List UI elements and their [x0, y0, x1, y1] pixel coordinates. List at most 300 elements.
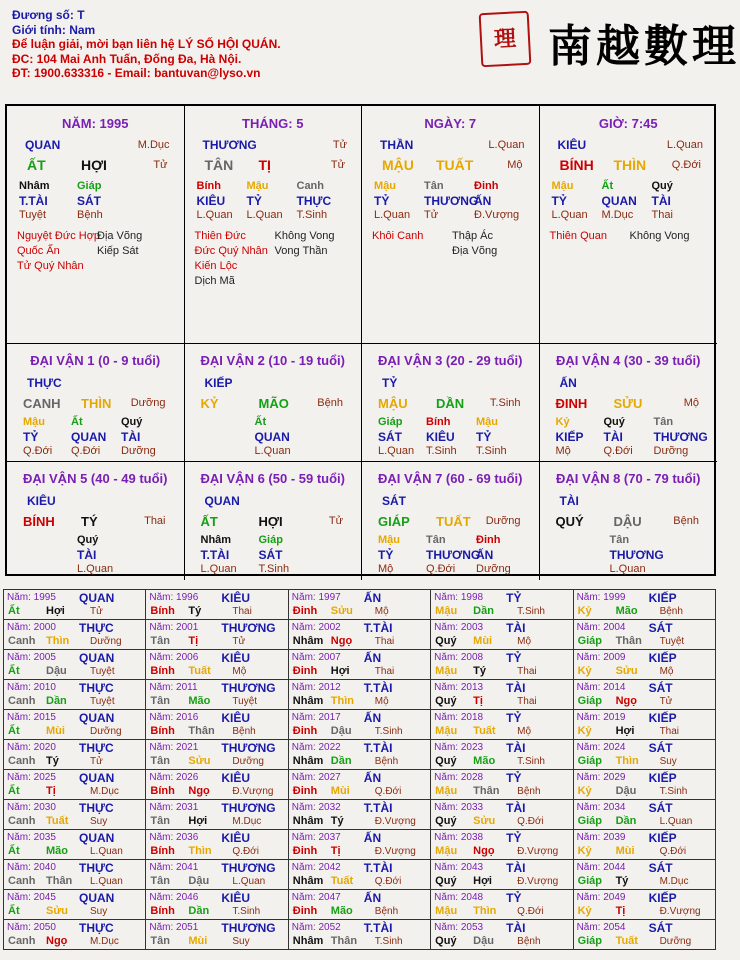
- stage-label: Q.Đới: [517, 906, 544, 917]
- branch-stage: Q.Đới: [671, 159, 701, 171]
- ten-god-label: TỶ: [506, 651, 522, 665]
- heavenly-stem: Tân: [150, 755, 170, 767]
- year-label: Năm: 2042: [291, 862, 341, 873]
- hidden-stage: L.Quan: [551, 209, 588, 221]
- hidden-stem: Mậu: [23, 416, 45, 428]
- year-cell-content: [431, 800, 572, 829]
- earthly-branch: Tuất: [330, 875, 354, 887]
- year-label: Năm: 2040: [7, 862, 56, 873]
- year-cell: [4, 740, 146, 770]
- ten-god-label: THỰC: [79, 921, 114, 935]
- year-cell-content: [574, 920, 715, 949]
- ten-god-label: ẤN: [363, 891, 382, 905]
- year-cell-content: [4, 770, 145, 799]
- hidden-stem: Ất: [254, 416, 267, 428]
- year-cell: [4, 830, 146, 860]
- shen-sha-star: Kiến Lộc: [194, 260, 238, 272]
- branch-stage: Tử: [330, 159, 345, 171]
- year-cell-content: [4, 740, 145, 769]
- ten-god-label: KIẾP: [648, 891, 677, 905]
- hidden-stage: Tử: [424, 209, 439, 221]
- heavenly-stem: Bính: [150, 605, 175, 617]
- year-cell-content: [4, 710, 145, 739]
- earthly-branch: TUẤT: [436, 514, 471, 529]
- ten-god-label: THƯƠNG: [221, 621, 276, 635]
- ten-god-label: KIÊU: [221, 891, 251, 905]
- year-label: Năm: 2041: [149, 862, 199, 873]
- heavenly-stem: ẤT: [200, 514, 218, 529]
- stage-label: Đ.Vượng: [659, 906, 701, 917]
- luck-pillar-cell: [540, 344, 718, 462]
- stage-label: Đ.Vượng: [374, 816, 416, 827]
- ten-god-label: ẤN: [363, 651, 382, 665]
- year-cell-content: [4, 860, 145, 889]
- heavenly-stem: Ất: [8, 665, 20, 677]
- luck-pillar-title: ĐẠI VẬN 4 (30 - 39 tuổi): [556, 353, 701, 368]
- hidden-ten-god: TỶ: [476, 430, 492, 444]
- year-cell-content: [4, 590, 145, 619]
- ten-god-label: TỶ: [506, 831, 522, 845]
- stage-label: Dưỡng: [90, 726, 122, 737]
- hidden-stage: L.Quan: [374, 209, 411, 221]
- year-label: Năm: 2003: [434, 622, 484, 633]
- heavenly-stem: KỶ: [200, 396, 219, 411]
- hidden-stage: T.Sinh: [426, 445, 457, 457]
- heavenly-stem: Quý: [435, 635, 457, 647]
- year-cell-content: [431, 890, 572, 919]
- heavenly-stem: BÍNH: [23, 514, 55, 529]
- ten-god-label: TÀI: [559, 494, 579, 508]
- year-cell: [146, 800, 288, 830]
- heavenly-stem: Ất: [8, 785, 20, 797]
- branch-stage: Mộ: [507, 159, 523, 171]
- stage-label: Bệnh: [374, 906, 399, 917]
- earthly-branch: Tý: [330, 815, 344, 827]
- hidden-stem: Bính: [426, 416, 451, 428]
- stage-label: Đ.Vượng: [374, 846, 416, 857]
- year-cell-content: [431, 710, 572, 739]
- ten-god-label: ẤN: [363, 591, 382, 605]
- year-cell: [146, 770, 288, 800]
- earthly-branch: DẦN: [436, 396, 465, 411]
- earthly-branch: Tuất: [473, 725, 496, 737]
- earthly-branch: Mùi: [473, 635, 493, 647]
- annual-luck-table: [3, 589, 716, 950]
- stage-label: Suy: [659, 756, 677, 767]
- hidden-stage: T.Sinh: [296, 209, 328, 221]
- earthly-branch: Mùi: [46, 725, 65, 737]
- ten-god-label: THẦN: [380, 138, 414, 152]
- year-cell: [4, 650, 146, 680]
- year-cell: [288, 860, 430, 890]
- hidden-ten-god: TÀI: [121, 430, 141, 444]
- earthly-branch: Tý: [46, 755, 59, 767]
- ten-god-label: KIẾP: [648, 651, 677, 665]
- year-cell: [288, 800, 430, 830]
- shen-sha-star: Kiếp Sát: [97, 245, 139, 257]
- year-label: Năm: 1996: [149, 592, 199, 603]
- year-cell: [573, 800, 715, 830]
- hidden-stem: Giáp: [258, 534, 283, 546]
- ten-god-label: QUAN: [79, 651, 115, 665]
- year-cell: [431, 890, 573, 920]
- heavenly-stem: MẬU: [382, 157, 414, 173]
- earthly-branch: Mùi: [188, 935, 208, 947]
- year-label: Năm: 2046: [149, 892, 199, 903]
- year-label: Năm: 2021: [149, 742, 199, 753]
- pillar-cell: [185, 106, 363, 344]
- earthly-branch: Tị: [188, 635, 199, 647]
- hidden-stage: Bệnh: [77, 209, 103, 221]
- heavenly-stem: Quý: [435, 935, 457, 947]
- year-label: Năm: 2014: [576, 682, 626, 693]
- heavenly-stem: Quý: [435, 755, 457, 767]
- ten-god-label: ẤN: [559, 376, 577, 390]
- branch-stage: Bệnh: [673, 515, 699, 527]
- earthly-branch: Ngọ: [330, 635, 353, 647]
- year-cell-content: [289, 650, 430, 679]
- ten-god-label: ẤN: [363, 711, 382, 725]
- heavenly-stem: Giáp: [577, 935, 603, 947]
- heavenly-stem: GIÁP: [378, 514, 410, 529]
- chart-header: [12, 8, 281, 81]
- stage-label: Q.Đới: [374, 786, 402, 797]
- year-label: Năm: 1997: [291, 592, 341, 603]
- hidden-ten-god: QUAN: [601, 194, 637, 208]
- year-cell: [288, 620, 430, 650]
- hidden-stage: L.Quan: [77, 563, 114, 575]
- year-cell: [573, 770, 715, 800]
- year-label: Năm: 1998: [434, 592, 484, 603]
- hidden-ten-god: TÀI: [603, 430, 623, 444]
- year-cell: [431, 650, 573, 680]
- year-cell-content: [289, 890, 430, 919]
- hidden-ten-god: T.TÀI: [200, 548, 230, 562]
- year-cell-content: [4, 890, 145, 919]
- heavenly-stem: Mậu: [435, 785, 458, 797]
- ten-god-label: KIÊU: [221, 831, 251, 845]
- hidden-ten-god: SÁT: [77, 194, 101, 208]
- year-cell-content: [4, 680, 145, 709]
- earthly-branch: Dậu: [188, 875, 210, 887]
- year-cell-content: [146, 890, 287, 919]
- hidden-ten-god: TỶ: [246, 194, 262, 208]
- ten-god-label: THỰC: [79, 741, 114, 755]
- heavenly-stem: Tân: [150, 635, 170, 647]
- year-label: Năm: 1995: [7, 592, 56, 603]
- stage-label: T.Sinh: [374, 726, 403, 737]
- year-label: Năm: 2052: [291, 922, 341, 933]
- year-label: Năm: 2025: [7, 772, 56, 783]
- year-cell: [288, 920, 430, 950]
- earthly-branch: Mùi: [330, 785, 350, 797]
- earthly-branch: Mão: [615, 605, 638, 617]
- year-cell: [4, 890, 146, 920]
- hidden-stem: Nhâm: [200, 534, 232, 546]
- table-row: [4, 800, 716, 830]
- hidden-ten-god: KIẾP: [555, 430, 584, 444]
- earthly-branch: Tuất: [615, 935, 638, 947]
- heavenly-stem: Nhâm: [292, 875, 324, 887]
- header-line: Giới tính: Nam: [12, 22, 96, 37]
- ten-god-label: T.TÀI: [363, 741, 393, 755]
- hidden-stage: L.Quan: [254, 445, 291, 457]
- ten-god-label: KIẾP: [648, 711, 677, 725]
- year-label: Năm: 2018: [434, 712, 484, 723]
- hidden-stem: Đinh: [476, 534, 501, 546]
- heavenly-stem: MẬU: [378, 396, 408, 411]
- stage-label: T.Sinh: [374, 936, 403, 947]
- ten-god-label: TÀI: [506, 681, 526, 695]
- earthly-branch: Mão: [46, 845, 68, 857]
- year-label: Năm: 2013: [434, 682, 484, 693]
- ten-god-label: THỰC: [79, 801, 114, 815]
- hidden-ten-god: ẤN: [474, 194, 492, 208]
- year-cell: [146, 620, 288, 650]
- hidden-stem: Mậu: [476, 416, 498, 428]
- stage-label: Suy: [232, 936, 250, 947]
- stage-label: Thai: [517, 666, 537, 677]
- year-cell: [146, 710, 288, 740]
- year-label: Năm: 2027: [291, 772, 341, 783]
- hidden-ten-god: KIÊU: [196, 194, 226, 208]
- year-cell-content: [146, 650, 287, 679]
- ten-god-label: THƯƠNG: [202, 138, 257, 152]
- ten-god-label: ẤN: [363, 771, 382, 785]
- heavenly-stem: Ất: [8, 905, 20, 917]
- hidden-stage: Q.Đới: [603, 445, 633, 457]
- pillar-cell: [7, 106, 185, 344]
- year-cell: [431, 740, 573, 770]
- heavenly-stem: Nhâm: [292, 635, 324, 647]
- earthly-branch: Thân: [615, 635, 642, 647]
- hidden-stage: M.Dục: [601, 209, 634, 221]
- earthly-branch: Tý: [615, 875, 629, 887]
- luck-pillar-cell: [185, 344, 363, 462]
- year-cell: [4, 800, 146, 830]
- hidden-ten-god: TÀI: [651, 194, 671, 208]
- table-row: [4, 860, 716, 890]
- earthly-branch: Thìn: [473, 905, 497, 917]
- shen-sha-star: Thập Ác: [452, 230, 493, 242]
- hidden-stem: Mậu: [246, 180, 269, 192]
- year-label: Năm: 2012: [291, 682, 341, 693]
- stage-label: Bệnh: [374, 756, 399, 767]
- earthly-branch: Dần: [330, 755, 352, 767]
- heavenly-stem: Kỷ: [577, 905, 592, 917]
- earthly-branch: Dậu: [46, 665, 67, 677]
- ten-god-label: KIÊU: [221, 771, 251, 785]
- ten-god-label: ẤN: [363, 831, 382, 845]
- year-cell: [431, 860, 573, 890]
- stage-label: Mộ: [659, 666, 674, 677]
- hidden-ten-god: THƯƠNG: [609, 548, 664, 562]
- stage-label: Suy: [90, 816, 108, 827]
- ten-god-label: QUAN: [79, 891, 115, 905]
- year-cell: [431, 800, 573, 830]
- shen-sha-star: Đức Quý Nhân: [194, 245, 268, 257]
- ten-god-label: TỶ: [382, 376, 398, 390]
- stage-label: Đ.Vượng: [232, 786, 274, 797]
- year-cell: [431, 590, 573, 620]
- year-cell: [573, 710, 715, 740]
- hidden-stem: Canh: [296, 180, 324, 192]
- heavenly-stem: Giáp: [577, 875, 603, 887]
- heavenly-stem: Kỷ: [577, 665, 592, 677]
- earthly-branch: HỢI: [258, 514, 283, 529]
- heavenly-stem: Đinh: [292, 725, 318, 737]
- hidden-stage: Q.Đới: [71, 445, 101, 457]
- year-label: Năm: 2006: [149, 652, 199, 663]
- year-cell: [573, 890, 715, 920]
- stage-label: Bệnh: [517, 786, 541, 797]
- ten-god-label: SÁT: [382, 494, 406, 508]
- stage-label: Tử: [332, 139, 347, 151]
- year-label: Năm: 2005: [7, 652, 56, 663]
- year-cell: [573, 590, 715, 620]
- earthly-branch: Hợi: [46, 605, 65, 617]
- hidden-stage: Đ.Vượng: [474, 209, 520, 221]
- year-cell-content: [146, 710, 287, 739]
- stage-label: Dưỡng: [90, 636, 122, 647]
- shen-sha-star: Địa Võng: [452, 245, 498, 257]
- heavenly-stem: CANH: [23, 396, 61, 411]
- year-cell: [146, 830, 288, 860]
- luck-pillar-title: ĐẠI VẬN 7 (60 - 69 tuổi): [378, 471, 523, 486]
- year-cell: [288, 650, 430, 680]
- stage-label: Mộ: [232, 666, 247, 677]
- heavenly-stem: Mậu: [435, 605, 458, 617]
- year-label: Năm: 2020: [7, 742, 56, 753]
- heavenly-stem: Tân: [150, 935, 170, 947]
- ten-god-label: THƯƠNG: [221, 681, 276, 695]
- heavenly-stem: Mậu: [435, 905, 458, 917]
- year-cell-content: [574, 770, 715, 799]
- year-cell: [288, 890, 430, 920]
- stage-label: Thai: [232, 606, 252, 617]
- year-cell-content: [574, 590, 715, 619]
- stage-label: Tuyệt: [90, 666, 115, 677]
- stage-label: Tử: [659, 696, 673, 707]
- year-cell: [288, 590, 430, 620]
- ten-god-label: THỰC: [79, 621, 114, 635]
- earthly-branch: Thân: [188, 725, 215, 737]
- shen-sha-star: Thiên Đức: [194, 230, 246, 242]
- hidden-ten-god: THƯƠNG: [424, 194, 479, 208]
- earthly-branch: Hợi: [188, 815, 208, 827]
- heavenly-stem: Giáp: [577, 755, 603, 767]
- hidden-stem: Nhâm: [19, 180, 50, 192]
- hidden-stem: Ất: [601, 180, 614, 192]
- hidden-stem: Mậu: [551, 180, 574, 192]
- year-label: Năm: 2000: [7, 622, 56, 633]
- ten-god-label: QUAN: [79, 591, 115, 605]
- earthly-branch: DẬU: [613, 514, 642, 529]
- hidden-ten-god: QUAN: [254, 430, 290, 444]
- branch-stage: Tử: [328, 515, 343, 527]
- shen-sha-star: Quốc Ấn: [17, 245, 60, 257]
- hidden-ten-god: ẤN: [476, 548, 494, 562]
- luck-pillar-cell: [540, 462, 718, 580]
- year-cell-content: [431, 590, 572, 619]
- year-cell: [431, 620, 573, 650]
- year-label: Năm: 2009: [576, 652, 626, 663]
- heavenly-stem: Bính: [150, 785, 175, 797]
- branch-stage: Tử: [153, 159, 168, 171]
- ten-god-label: THƯƠNG: [221, 741, 276, 755]
- heavenly-stem: ẤT: [27, 157, 46, 173]
- stage-label: Mộ: [517, 636, 532, 647]
- year-label: Năm: 2050: [7, 922, 56, 933]
- ten-god-label: SÁT: [648, 801, 673, 815]
- year-cell: [431, 830, 573, 860]
- earthly-branch: Tị: [473, 695, 483, 707]
- ten-god-label: TỶ: [506, 891, 522, 905]
- year-cell: [4, 590, 146, 620]
- hidden-stem: Tân: [426, 534, 446, 546]
- hidden-stage: Dưỡng: [121, 445, 156, 457]
- year-cell-content: [146, 770, 287, 799]
- heavenly-stem: Mậu: [435, 725, 458, 737]
- bazi-chart-grid: [5, 104, 716, 576]
- earthly-branch: Mão: [330, 905, 353, 917]
- heavenly-stem: Ất: [8, 725, 20, 737]
- stage-label: Đ.Vượng: [517, 876, 559, 887]
- year-label: Năm: 2029: [576, 772, 626, 783]
- hidden-stage: Tuyệt: [19, 209, 47, 221]
- year-cell-content: [4, 800, 145, 829]
- hidden-stem: Quý: [651, 180, 673, 192]
- stage-label: Suy: [90, 906, 108, 917]
- stage-label: Tuyệt: [90, 696, 115, 707]
- year-cell: [431, 770, 573, 800]
- hidden-stage: Mộ: [378, 563, 394, 575]
- heavenly-stem: Canh: [8, 755, 36, 767]
- year-label: Năm: 2045: [7, 892, 56, 903]
- hidden-ten-god: QUAN: [71, 430, 107, 444]
- heavenly-stem: Mậu: [435, 665, 458, 677]
- ten-god-label: SÁT: [648, 921, 673, 935]
- stage-label: M.Dục: [659, 876, 689, 887]
- year-cell-content: [146, 800, 287, 829]
- ten-god-label: KIÊU: [221, 651, 251, 665]
- year-cell-content: [4, 830, 145, 859]
- stage-label: Tử: [90, 756, 103, 767]
- year-label: Năm: 2023: [434, 742, 484, 753]
- hidden-ten-god: TỶ: [378, 548, 394, 562]
- stage-label: Thai: [659, 726, 680, 737]
- earthly-branch: Hợi: [615, 725, 635, 737]
- year-label: Năm: 2022: [291, 742, 341, 753]
- hidden-stem: Quý: [77, 534, 99, 546]
- heavenly-stem: Bính: [150, 845, 175, 857]
- earthly-branch: Sửu: [188, 755, 211, 767]
- year-cell-content: [4, 920, 145, 949]
- hidden-ten-god: TỶ: [551, 194, 567, 208]
- year-label: Năm: 2010: [7, 682, 56, 693]
- luck-pillar-cell: [7, 462, 185, 580]
- branch-stage: Thai: [144, 515, 166, 527]
- stage-label: M.Dục: [137, 139, 170, 151]
- earthly-branch: Mão: [188, 695, 211, 707]
- year-cell-content: [289, 620, 430, 649]
- table-row: [4, 770, 716, 800]
- hidden-stage: L.Quan: [200, 563, 237, 575]
- table-row: [4, 830, 716, 860]
- year-cell-content: [431, 920, 572, 949]
- branch-stage: Dưỡng: [130, 397, 166, 409]
- stage-label: Thai: [374, 666, 395, 677]
